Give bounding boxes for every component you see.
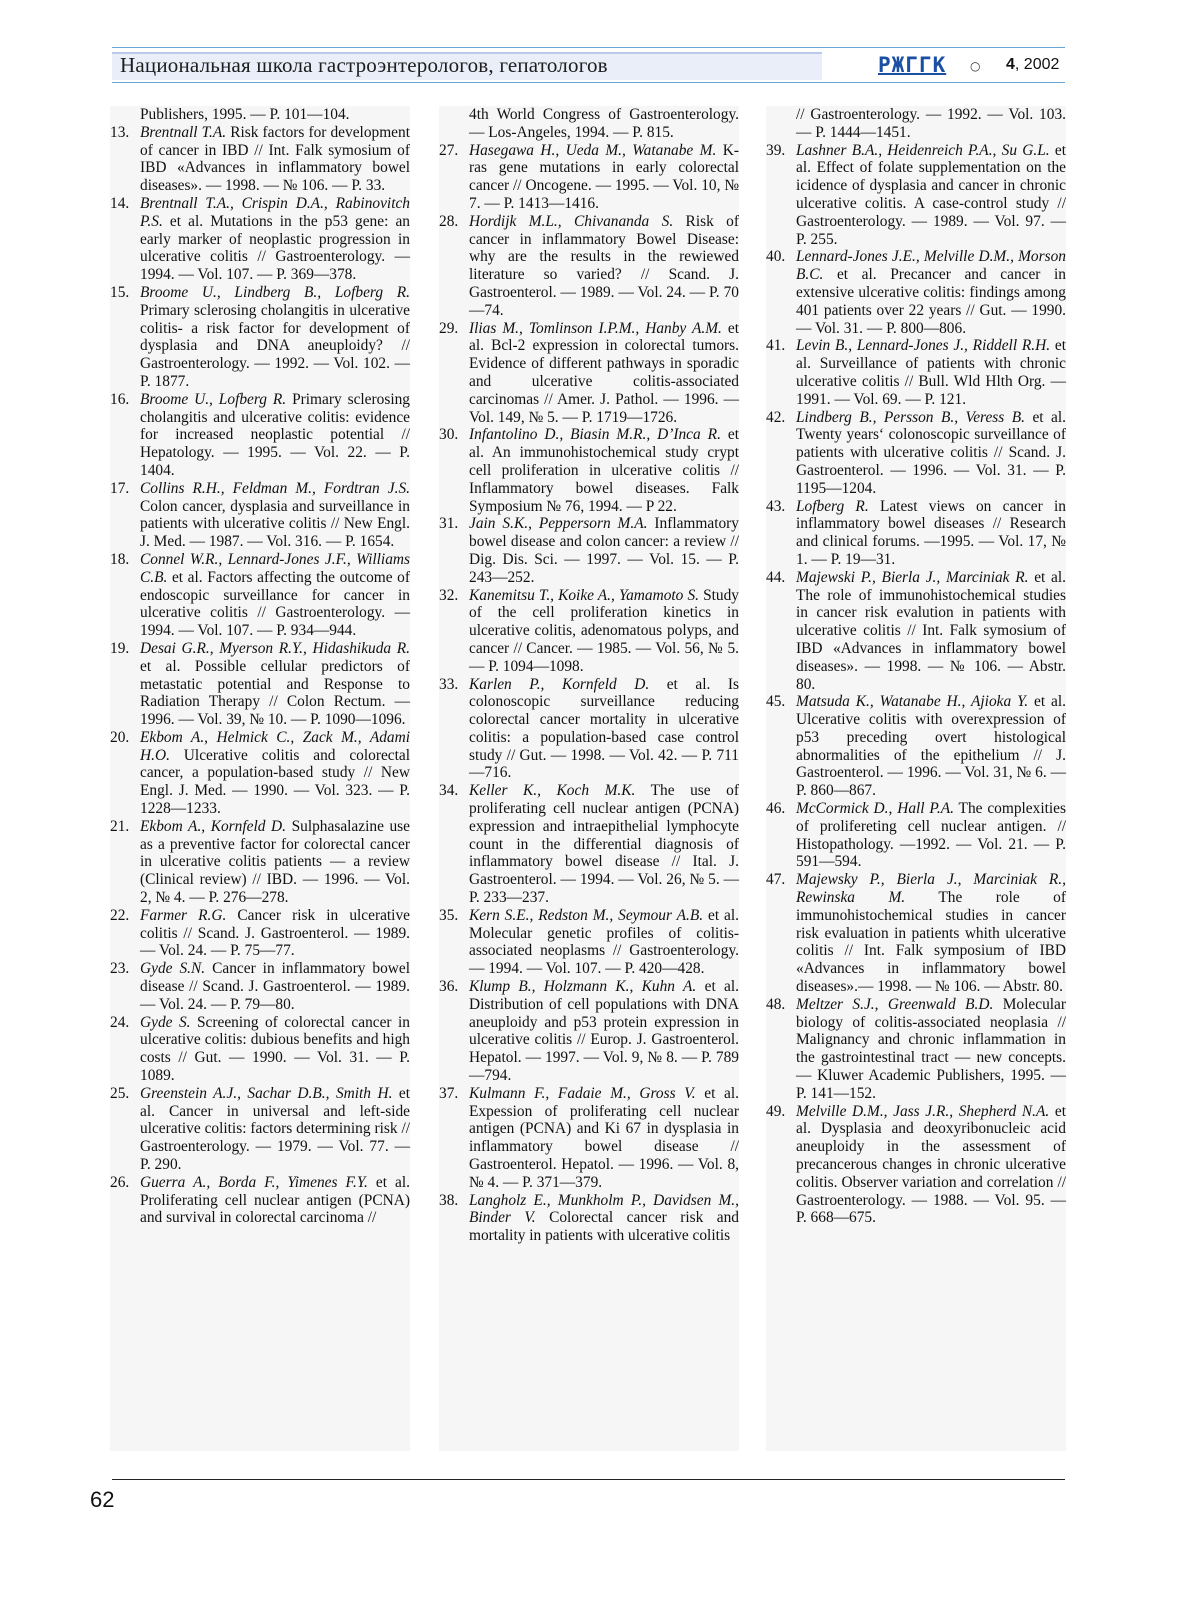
reference-text	[796, 337, 1066, 408]
reference-number: 49.	[766, 1102, 786, 1120]
reference-item	[439, 320, 739, 427]
reference-text	[469, 142, 739, 213]
reference-item	[439, 1192, 739, 1245]
reference-body: Molecular biology of colitis-associated neoplasia // Malignancy and chronic inflammation in the gastrointestinal tract — new concepts. — Kluwer Academic Publishers, 1995. — P. 141—152.	[796, 995, 1066, 1102]
reference-text	[469, 426, 739, 515]
reference-authors: Lofberg R.	[796, 497, 869, 515]
reference-authors: McCormick D., Hall P.A.	[796, 800, 954, 818]
reference-number: 46.	[766, 800, 786, 818]
reference-number: 33.	[439, 675, 459, 693]
reference-authors: Jain S.K., Peppersorn M.A.	[469, 515, 648, 533]
reference-text	[469, 587, 739, 676]
reference-body: et al. The role of immunohistochemical studies in cancer risk evalution in patients with ulcerative colitis // Int. Falk symosium of IBD «Advances in inflammatory bowel diseases». — 1998. — № 106. — Abstr. 80.	[796, 568, 1066, 693]
reference-text	[469, 1085, 739, 1192]
reference-body: Colon cancer, dysplasia and surveillance in patients with ulcerative colitis // New Engl. J. Med. — 1987. — Vol. 316. — P. 1654.	[140, 497, 410, 551]
reference-list	[766, 142, 1066, 1228]
reference-number: 20.	[110, 728, 130, 746]
footer-rule	[112, 1479, 1065, 1480]
reference-text	[140, 195, 410, 284]
reference-item	[439, 587, 739, 676]
reference-body: Sulphasalazine use as a preventive factor for colorectal cancer in ulcerative colitis patients — a review (Clinical review) // IBD. — 1996. — Vol. 2, № 4. — P. 276—278.	[140, 817, 410, 907]
reference-number: 22.	[110, 906, 130, 924]
reference-authors: Hasegawa H., Ueda M., Watanabe M.	[469, 141, 717, 159]
reference-authors: Connel W.R., Lennard-Jones J.F., Williams C.B.	[140, 550, 410, 586]
reference-body: The use of proliferating cell nuclear antigen (PCNA) expression and intraepithelial lymphocyte count in the differential diagnosis of inflammatory bowel disease // Ital. J. Gastroenterol. — 1994. — Vol. 26, № 5. — P. 233—237.	[469, 782, 739, 907]
reference-column-2	[439, 106, 739, 1451]
reference-authors: Melville D.M., Jass J.R., Shepherd N.A.	[796, 1102, 1050, 1120]
reference-item	[766, 248, 1066, 337]
reference-item	[439, 978, 739, 1085]
journal-logo: РЖГГК	[878, 53, 947, 77]
reference-authors: Desai G.R., Myerson R.Y., Hidashikuda R.	[140, 639, 410, 657]
reference-number: 23.	[110, 960, 130, 978]
reference-authors: Klump B., Holzmann K., Kuhn A.	[469, 978, 697, 996]
reference-text	[469, 515, 739, 586]
reference-continuation: // Gastroenterology. — 1992. — Vol. 103. — P. 1444—1451.	[796, 106, 1066, 141]
issue-year: , 2002	[1014, 56, 1060, 73]
reference-item	[110, 640, 410, 729]
reference-number: 27.	[439, 141, 459, 159]
reference-body: Latest views on cancer in inflammatory bowel diseases // Research and clinical forums. —1995. — Vol. 17, № 1. — P. 19—31.	[796, 497, 1066, 568]
reference-number: 43.	[766, 497, 786, 515]
reference-authors: Farmer R.G.	[140, 906, 227, 924]
reference-text	[140, 284, 410, 391]
reference-body: Ulcerative colitis and colorectal cancer, a population-based study // New Engl. J. Med. — 1990. — Vol. 323. — P. 1228—1233.	[140, 746, 410, 818]
reference-number: 14.	[110, 194, 130, 212]
reference-body: The complexities of prolifereting cell nuclear antigen. // Histopathology. —1992. — Vol. 21. — P. 591—594.	[796, 800, 1066, 871]
reference-item	[439, 213, 739, 320]
reference-number: 31.	[439, 515, 459, 533]
reference-number: 19.	[110, 639, 130, 657]
reference-text	[140, 124, 410, 195]
header-rule-top	[112, 47, 1065, 48]
reference-number: 37.	[439, 1084, 459, 1102]
reference-body: et al. Factors affecting the outcome of endoscopic surveillance for cancer in ulcerative colitis // Gastroenterology. — 1994. — Vol. 107. — P. 934—944.	[140, 568, 410, 640]
reference-number: 44.	[766, 568, 786, 586]
reference-body: et al. Surveillance of patients with chronic ulcerative colitis // Bull. Wld Hlth Org. — 1991. — Vol. 69. — P. 121.	[796, 337, 1066, 408]
reference-list	[439, 142, 739, 1245]
reference-text	[140, 391, 410, 480]
reference-body: et al. Molecular genetic profiles of colitis-associated neoplasms // Gastroenterology. — 1994. — Vol. 107. — P. 420—428.	[469, 906, 739, 978]
reference-number: 26.	[110, 1173, 130, 1191]
reference-body: et al. An immunohistochemical study crypt cell proliferation in ulcerative colitis // Inflammatory bowel diseases. Falk Symposium № 76, 1994. — P 22.	[469, 426, 739, 515]
reference-authors: Kulmann F., Fadaie M., Gross V.	[469, 1084, 696, 1102]
reference-item	[766, 800, 1066, 871]
reference-body: Risk of cancer in inflammatory Bowel Disease: why are the results in the rewiewed literature so varied? // Scand. J. Gastroenterol. — 1989. — Vol. 24. — P. 70—74.	[469, 212, 739, 319]
reference-text	[140, 960, 410, 1013]
reference-body: et al. Distribution of cell populations with DNA aneuploidy and p53 protein expression in ulcerative colitis // Europ. J. Gastroenterol. Hepatol. — 1997. — Vol. 9, № 8. — P. 789—794.	[469, 978, 739, 1085]
reference-item	[110, 195, 410, 284]
reference-item	[110, 1174, 410, 1227]
reference-number: 45.	[766, 693, 786, 711]
reference-item	[110, 391, 410, 480]
reference-text	[140, 1085, 410, 1174]
reference-body: Colorectal cancer risk and mortality in patients with ulcerative colitis	[469, 1209, 739, 1245]
reference-authors: Gyde S.	[140, 1013, 191, 1031]
reference-text	[469, 907, 739, 978]
journal-issue	[1006, 52, 1059, 78]
reference-number: 24.	[110, 1013, 130, 1031]
reference-text	[469, 978, 739, 1085]
reference-number: 28.	[439, 212, 459, 230]
reference-text	[469, 676, 739, 783]
reference-number: 18.	[110, 550, 130, 568]
reference-authors: Greenstein A.J., Sachar D.B., Smith H.	[140, 1084, 393, 1102]
reference-authors: Majewsky P., Bierla J., Marciniak R., Rewinska M.	[796, 871, 1066, 907]
reference-item	[110, 729, 410, 818]
reference-body: et al. Cancer in universal and left-side ulcerative colitis: factors determining risk // Gastroenterology. — 1979. — Vol. 77. — P. 290.	[140, 1084, 410, 1174]
reference-number: 17.	[110, 479, 130, 497]
reference-text	[140, 818, 410, 907]
reference-authors: Langholz E., Munkholm P., Davidsen M., Binder V.	[469, 1191, 739, 1227]
reference-authors: Keller K., Koch M.K.	[469, 782, 636, 800]
reference-number: 29.	[439, 319, 459, 337]
reference-number: 15.	[110, 283, 130, 301]
reference-body: et al. Precancer and cancer in extensive ulcerative colitis: findings among 401 patients over 22 years // Gut. — 1990. — Vol. 31. — P. 800—806.	[796, 266, 1066, 337]
reference-text	[140, 551, 410, 640]
reference-authors: Karlen P., Kornfeld D.	[469, 675, 650, 693]
running-header-title: Национальная школа гастроэнтерологов, гепатологов	[120, 53, 608, 77]
reference-authors: Kanemitsu T., Koike A., Yamamoto S.	[469, 586, 699, 604]
reference-number: 32.	[439, 586, 459, 604]
reference-number: 30.	[439, 426, 459, 444]
reference-item	[110, 551, 410, 640]
reference-authors: Broome U., Lofberg R.	[140, 390, 287, 408]
reference-body: et al. Dysplasia and deoxyribonucleic acid aneuploidy in the assessment of precancerous changes in chronic ulcerative colitis. Observer variation and correlation // Gastroenterology. — 1988. — Vol. 95. — P. 668—675.	[796, 1102, 1066, 1227]
reference-authors: Guerra A., Borda F., Yimenes F.Y.	[140, 1173, 368, 1191]
reference-column-1	[110, 106, 410, 1451]
reference-text	[140, 907, 410, 960]
reference-list	[110, 124, 410, 1227]
reference-body: et al. Twenty years‘ colonoscopic surveillance of patients with ulcerative colitis // Scand. J. Gastroenterol. — 1996. — Vol. 31. — P. 1195—1204.	[796, 408, 1066, 497]
reference-item	[110, 907, 410, 960]
reference-text	[796, 996, 1066, 1103]
reference-text	[796, 498, 1066, 569]
reference-item	[766, 871, 1066, 996]
reference-body: et al. Mutations in the p53 gene: an early marker of neoplastic progression in ulcerative colitis // Gastroenterology. — 1994. — Vol. 107. — P. 369—378.	[140, 212, 410, 284]
reference-body: et al. Proliferating cell nuclear antigen (PCNA) and survival in colorectal carcinoma //	[140, 1173, 410, 1227]
reference-item	[766, 498, 1066, 569]
reference-text	[796, 800, 1066, 871]
reference-authors: Majewski P., Bierla J., Marciniak R.	[796, 568, 1029, 586]
reference-authors: Lashner B.A., Heidenreich P.A., Su G.L.	[796, 141, 1050, 159]
reference-body: K-ras gene mutations in early colorectal cancer // Oncogene. — 1995. — Vol. 10, № 7. — P. 1413—1416.	[469, 141, 739, 212]
reference-number: 35.	[439, 906, 459, 924]
reference-authors: Ilias M., Tomlinson I.P.M., Hanby A.M.	[469, 319, 722, 337]
reference-number: 13.	[110, 123, 130, 141]
reference-item	[110, 818, 410, 907]
reference-body: et al. Ulcerative colitis with overexpression of p53 preceding overt histological abnormalities of the epithelium // J. Gastroenterol. — 1996. — Vol. 31, № 6. — P. 860—867.	[796, 693, 1066, 800]
reference-text	[796, 693, 1066, 800]
reference-text	[796, 1103, 1066, 1228]
reference-authors: Lennard-Jones J.E., Melville D.M., Morson B.C.	[796, 248, 1066, 284]
reference-item	[766, 142, 1066, 249]
reference-item	[110, 1014, 410, 1085]
reference-number: 41.	[766, 337, 786, 355]
reference-body: Primary sclerosing cholangitis and ulcerative colitis: evidence for increased neoplastic potential // Hepatology. — 1995. — Vol. 22. — P. 1404.	[140, 390, 410, 479]
reference-item	[766, 693, 1066, 800]
reference-item	[110, 480, 410, 551]
reference-number: 38.	[439, 1191, 459, 1209]
reference-item	[439, 676, 739, 783]
reference-item	[439, 907, 739, 978]
reference-number: 48.	[766, 995, 786, 1013]
reference-body: et al. Possible cellular predictors of metastatic potential and Response to Radiation Therapy // Colon Rectum. — 1996. — Vol. 39, № 10. — P. 1090—1096.	[140, 657, 410, 729]
reference-number: 36.	[439, 978, 459, 996]
reference-number: 47.	[766, 871, 786, 889]
reference-body: Study of the cell proliferation kinetics in ulcerative colitis, adenomatous polyps, and cancer // Cancer. — 1985. — Vol. 56, № 5. — P. 1094—1098.	[469, 586, 739, 675]
reference-item	[766, 996, 1066, 1103]
reference-number: 39.	[766, 141, 786, 159]
reference-item	[439, 782, 739, 907]
reference-text	[796, 409, 1066, 498]
reference-body: et al. Expession of proliferating cell nuclear antigen (PCNA) and Ki 67 in dysplasia in inflammatory bowel disease // Gastroenterol. Hepatol. — 1996. — Vol. 8, № 4. — P. 371—379.	[469, 1084, 739, 1191]
issue-number: 4	[1006, 56, 1015, 73]
reference-body: The role of immunohistochemical studies in cancer risk evaluation in patients whith ulcerative colitis // Int. Falk symposium of IBD «Advances in inflammatory bowel diseases».— 1998. — № 106. — Abstr. 80.	[796, 889, 1066, 996]
reference-item	[766, 569, 1066, 694]
reference-item	[110, 124, 410, 195]
reference-authors: Kern S.E., Redston M., Seymour A.B.	[469, 906, 704, 924]
reference-item	[766, 337, 1066, 408]
reference-number: 25.	[110, 1084, 130, 1102]
reference-authors: Brentnall T.A., Crispin D.A., Rabinovitch P.S.	[140, 194, 410, 230]
reference-authors: Lindberg B., Persson B., Veress B.	[796, 408, 1025, 426]
reference-body: Screening of colorectal cancer in ulcerative colitis: dubious benefits and high costs // Gut. — 1990. — Vol. 31. — P. 1089.	[140, 1013, 410, 1085]
reference-item	[439, 426, 739, 515]
reference-body: et al. Effect of folate supplementation on the icidence of dysplasia and cancer in chronic ulcerative colitis. A case-control study // Gastroenterology. — 1989. — Vol. 97. — P. 255.	[796, 141, 1066, 248]
header-rule-bottom	[112, 82, 1065, 83]
reference-authors: Levin B., Lennard-Jones J., Riddell R.H.	[796, 337, 1051, 355]
reference-continuation: Publishers, 1995. — P. 101—104.	[140, 106, 350, 123]
reference-text	[140, 1174, 410, 1227]
reference-body: et al. Bcl-2 expression in colorectal tumors. Evidence of different pathways in sporadic and ulcerative colitis-associated carcinomas // Amer. J. Pathol. — 1996. — Vol. 149, № 5. — P. 1719—1726.	[469, 319, 739, 426]
header-separator-icon: ○	[970, 59, 981, 73]
reference-authors: Collins R.H., Feldman M., Fordtran J.S.	[140, 479, 410, 497]
reference-body: et al. Is colonoscopic surveillance reducing colorectal cancer mortality in ulcerative colitis: a population-based case control study // Gut. — 1998. — Vol. 42. — P. 711—716.	[469, 675, 739, 782]
reference-text	[469, 782, 739, 907]
reference-item	[439, 515, 739, 586]
reference-authors: Infantolino D., Biasin M.R., D’Inca R.	[469, 426, 721, 444]
reference-number: 42.	[766, 408, 786, 426]
reference-body: Cancer risk in ulcerative colitis // Scand. J. Gastroenterol. — 1989. — Vol. 24. — P. 75—77.	[140, 906, 410, 960]
reference-item	[439, 142, 739, 213]
reference-text	[796, 871, 1066, 996]
reference-authors: Ekbom A., Kornfeld D.	[140, 817, 286, 835]
reference-body: Inflammatory bowel disease and colon cancer: a review // Dig. Dis. Sci. — 1997. — Vol. 15. — P. 243—252.	[469, 515, 739, 586]
reference-body: Primary sclerosing cholangitis in ulcerative colitis- a risk factor for development of dysplasia and DNA aneuploidy? // Gastroenterology. — 1992. — Vol. 102. — P. 1877.	[140, 301, 410, 390]
reference-number: 34.	[439, 782, 459, 800]
reference-text	[796, 142, 1066, 249]
reference-authors: Broome U., Lindberg B., Lofberg R.	[140, 283, 410, 301]
reference-item	[110, 1085, 410, 1174]
reference-item	[439, 1085, 739, 1192]
reference-number: 21.	[110, 817, 130, 835]
reference-authors: Meltzer S.J., Greenwald B.D.	[796, 995, 994, 1013]
reference-text	[140, 729, 410, 818]
reference-item	[766, 1103, 1066, 1228]
reference-column-3	[766, 106, 1066, 1451]
reference-text	[140, 1014, 410, 1085]
reference-continuation: 4th World Congress of Gastroenterology. — Los-Angeles, 1994. — P. 815.	[469, 106, 739, 141]
reference-body: Cancer in inflammatory bowel disease // Scand. J. Gastroenterol. — 1989. — Vol. 24. — P. 79—80.	[140, 960, 410, 1013]
reference-item	[766, 409, 1066, 498]
reference-number: 40.	[766, 248, 786, 266]
reference-text	[469, 320, 739, 427]
reference-text	[469, 213, 739, 320]
reference-text	[140, 480, 410, 551]
reference-authors: Gyde S.N.	[140, 960, 206, 978]
reference-text	[140, 640, 410, 729]
reference-text	[796, 248, 1066, 337]
reference-item	[110, 960, 410, 1013]
reference-authors: Hordijk M.L., Chivananda S.	[469, 212, 674, 230]
reference-authors: Matsuda K., Watanabe H., Ajioka Y.	[796, 693, 1029, 711]
page-number: 62	[90, 1487, 115, 1512]
reference-item	[110, 284, 410, 391]
reference-text	[796, 569, 1066, 694]
reference-number: 16.	[110, 390, 130, 408]
reference-authors: Ekbom A., Helmick C., Zack M., Adami H.O.	[140, 728, 410, 764]
reference-authors: Brentnall T.A.	[140, 123, 227, 141]
reference-text	[469, 1192, 739, 1245]
reference-body: Risk factors for development of cancer in IBD // Int. Falk symosium of IBD «Advances in inflammatory bowel diseases». — 1998. — № 106. — P. 33.	[140, 123, 410, 195]
